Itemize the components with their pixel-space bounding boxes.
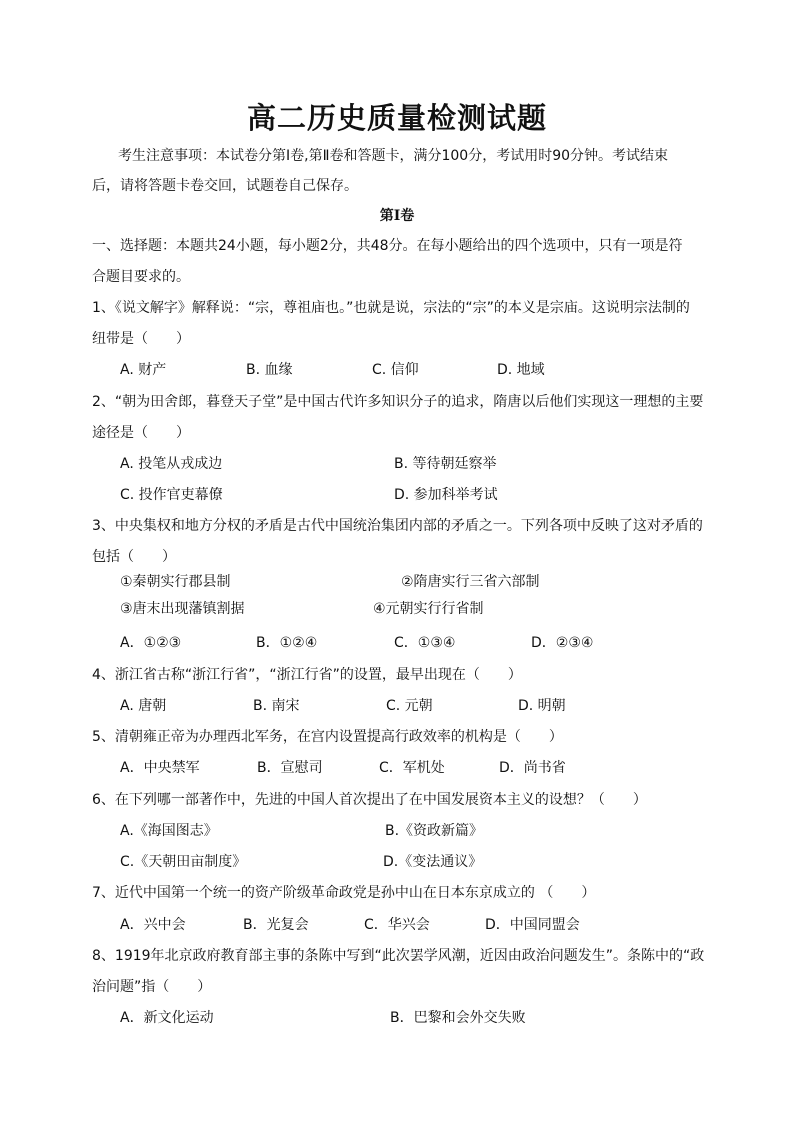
answer-option: C. 元朝 [386, 698, 433, 714]
question-stem: 途径是（ ） [92, 425, 190, 441]
answer-option: A．新文化运动 [120, 1010, 214, 1026]
answer-option: B.《资政新篇》 [385, 823, 484, 839]
answer-option: D.《变法通议》 [383, 854, 483, 870]
instructions-line: 一、选择题：本题共24小题，每小题2分，共48分。在每小题给出的四个选项中，只有一项是符 [92, 238, 683, 254]
answer-option: D. 明朝 [518, 698, 566, 714]
answer-option: C．①③④ [394, 635, 456, 651]
page-title: 高二历史质量检测试题 [246, 101, 547, 135]
answer-option: D. 参加科举考试 [394, 487, 498, 503]
answer-option: A. 唐朝 [120, 698, 167, 714]
answer-option: A．兴中会 [120, 917, 186, 933]
answer-option: B. 等待朝廷察举 [394, 456, 497, 472]
instructions-line: 合题目要求的。 [92, 269, 190, 285]
answer-option: D．尚书省 [499, 760, 566, 776]
answer-option: A. 财产 [120, 362, 167, 378]
answer-option: B．①②④ [256, 635, 318, 651]
question-stem: 包括（ ） [92, 549, 176, 565]
question-stem: 7、近代中国第一个统一的资产阶级革命政党是孙中山在日本东京成立的 （ ） [92, 885, 596, 901]
answer-option: C. 投作官吏幕僚 [120, 487, 223, 503]
notice-line: 后，请将答题卡卷交回，试题卷自己保存。 [92, 178, 358, 194]
answer-option: B．光复会 [243, 917, 309, 933]
question-stem: 1、《说文解字》解释说：“宗，尊祖庙也。”也就是说，宗法的“宗”的本义是宗庙。这说明宗法制的 [92, 300, 690, 316]
answer-option: B．巴黎和会外交失败 [390, 1010, 526, 1026]
statement-item: ④元朝实行行省制 [373, 601, 484, 617]
notice-line: 考生注意事项：本试卷分第Ⅰ卷,第Ⅱ卷和答题卡，满分100分，考试用时90分钟。考试结束 [118, 148, 669, 164]
answer-option: C.《天朝田亩制度》 [120, 854, 247, 870]
answer-option: B．宣慰司 [257, 760, 323, 776]
answer-option: D. 地域 [497, 362, 545, 378]
answer-option: D．②③④ [531, 635, 594, 651]
answer-option: B. 血缘 [246, 362, 293, 378]
question-stem: 6、在下列哪一部著作中，先进的中国人首次提出了在中国发展资本主义的设想？（ ） [92, 792, 647, 808]
statement-item: ②隋唐实行三省六部制 [401, 574, 540, 590]
question-stem: 5、清朝雍正帝为办理西北军务，在宫内设置提高行政效率的机构是（ ） [92, 729, 563, 745]
question-stem: 2、“朝为田舍郎，暮登天子堂”是中国古代许多知识分子的追求，隋唐以后他们实现这一理想的主要 [92, 394, 704, 410]
answer-option: A．①②③ [120, 635, 182, 651]
answer-option: C．华兴会 [364, 917, 430, 933]
answer-option: A．中央禁军 [120, 760, 200, 776]
question-stem: 3、中央集权和地方分权的矛盾是古代中国统治集团内部的矛盾之一。下列各项中反映了这对矛盾的 [92, 518, 703, 534]
statement-item: ③唐末出现藩镇割据 [120, 601, 245, 617]
question-stem: 4、浙江省古称“浙江行省”，“浙江行省”的设置，最早出现在（ ） [92, 667, 522, 683]
question-stem: 纽带是（ ） [92, 331, 190, 347]
section-title: 第Ⅰ卷 [379, 208, 415, 224]
answer-option: A.《海国图志》 [120, 823, 218, 839]
answer-option: C. 信仰 [372, 362, 419, 378]
answer-option: A. 投笔从戎成边 [120, 456, 223, 472]
question-stem: 治问题”指（ ） [92, 979, 212, 995]
statement-item: ①秦朝实行郡县制 [120, 574, 231, 590]
answer-option: B. 南宋 [253, 698, 300, 714]
question-stem: 8、1919年北京政府教育部主事的条陈中写到“此次罢学风潮，近因由政治问题发生”。条陈中的“政 [92, 948, 705, 964]
answer-option: C．军机处 [379, 760, 445, 776]
answer-option: D．中国同盟会 [485, 917, 580, 933]
